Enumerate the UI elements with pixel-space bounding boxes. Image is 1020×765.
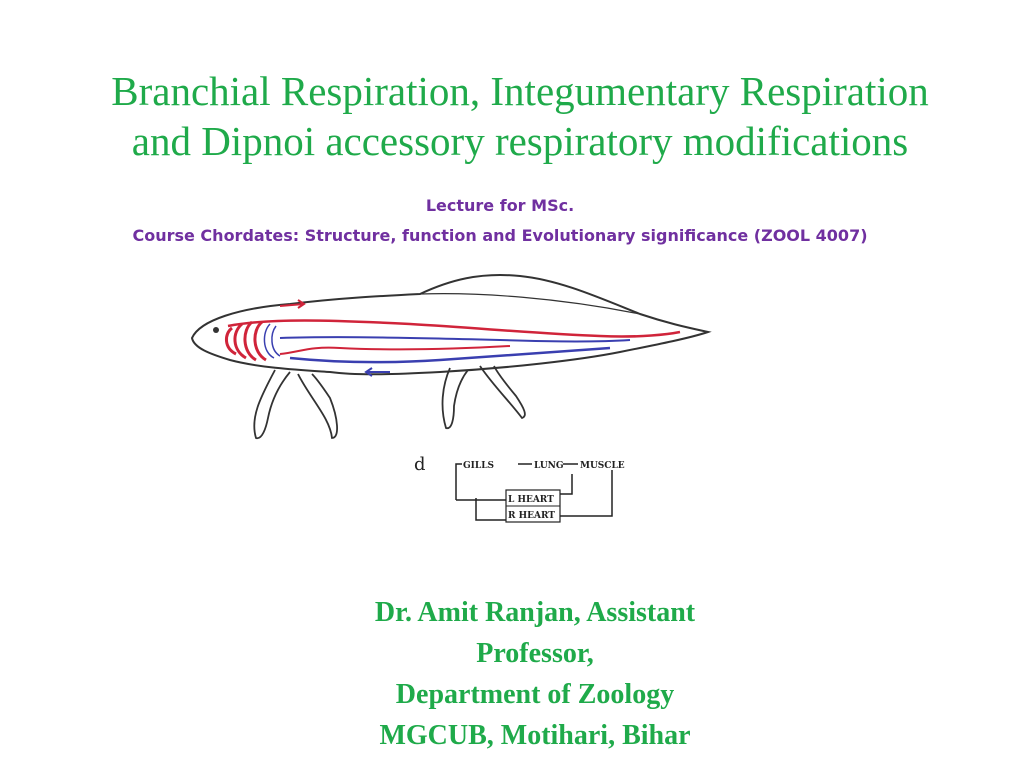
author-line-3: Department of Zoology: [395, 679, 675, 710]
title-line-2: and Dipnoi accessory respiratory modifications: [131, 118, 909, 164]
oxygenated-vessel: [228, 321, 680, 337]
author-line-2: Professor,: [476, 638, 594, 669]
dorsal-fin-line: [420, 294, 640, 314]
author-line-4: MGCUB, Motihari, Bihar: [379, 720, 691, 751]
gill-arches: [226, 322, 266, 360]
pelvic-fin-2: [480, 366, 525, 418]
pectoral-fin: [254, 370, 290, 438]
course-label: Course Chordates: Structure, function and Evolutionary significance (ZOOL 4007): [132, 226, 868, 245]
title-line-1: Branchial Respiration, Integumentary Respiration: [111, 68, 929, 114]
author-block: [280, 592, 790, 756]
pelvic-fin: [443, 368, 468, 428]
fish-eye: [213, 327, 219, 333]
flow-l-heart: L HEART: [508, 495, 554, 505]
flow-gills: GILLS: [463, 461, 495, 471]
slide-title: [30, 66, 1010, 166]
flow-lung: LUNG: [534, 461, 564, 471]
gill-arches-blue: [264, 324, 280, 358]
flow-r-heart: R HEART: [508, 511, 555, 521]
oxygenated-vessel-lower: [280, 346, 510, 354]
pectoral-fin-2: [298, 374, 337, 438]
flow-muscle: MUSCLE: [580, 461, 625, 471]
lungfish-circulation-figure: [180, 268, 720, 540]
panel-label: d: [414, 454, 426, 475]
deoxygenated-vessel: [280, 337, 630, 341]
lecture-label: Lecture for MSc.: [425, 196, 575, 215]
author-line-1: Dr. Amit Ranjan, Assistant: [374, 597, 696, 628]
